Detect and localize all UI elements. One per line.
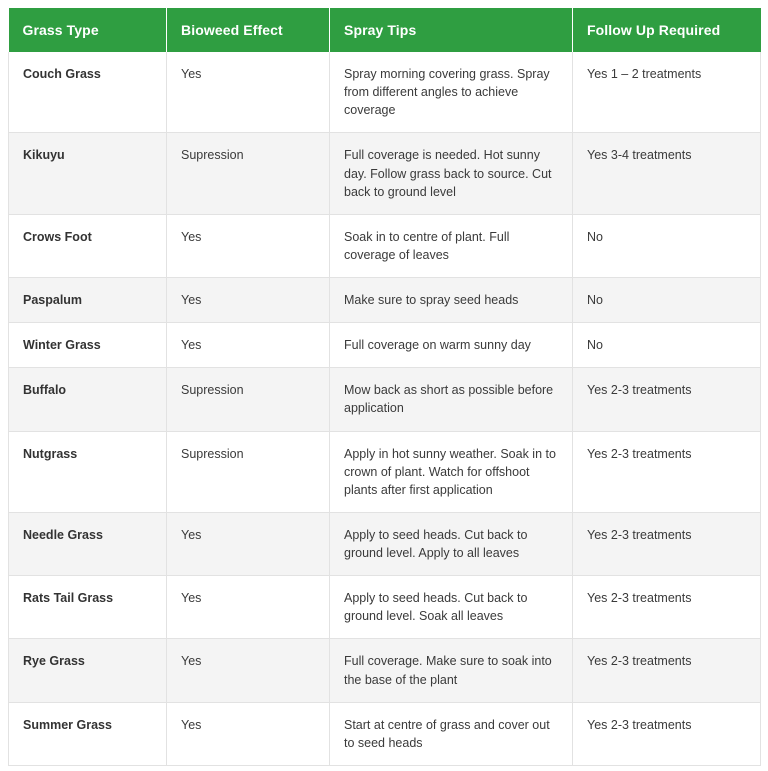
table-row bbox=[9, 431, 761, 512]
cell-follow-up: Yes 2-3 treatments bbox=[573, 368, 761, 431]
cell-grass-type: Buffalo bbox=[9, 368, 167, 431]
cell-bioweed-effect: Yes bbox=[167, 278, 330, 323]
cell-follow-up: Yes 2-3 treatments bbox=[573, 431, 761, 512]
cell-spray-tips: Apply to seed heads. Cut back to ground level. Soak all leaves bbox=[330, 576, 573, 639]
cell-follow-up: Yes 3-4 treatments bbox=[573, 133, 761, 214]
cell-follow-up: Yes 2-3 treatments bbox=[573, 702, 761, 765]
table-row bbox=[9, 368, 761, 431]
cell-spray-tips: Spray morning covering grass. Spray from different angles to achieve coverage bbox=[330, 52, 573, 133]
cell-spray-tips: Soak in to centre of plant. Full coverage of leaves bbox=[330, 214, 573, 277]
cell-bioweed-effect: Yes bbox=[167, 702, 330, 765]
table-row bbox=[9, 133, 761, 214]
cell-grass-type: Kikuyu bbox=[9, 133, 167, 214]
cell-grass-type: Summer Grass bbox=[9, 702, 167, 765]
cell-grass-type: Couch Grass bbox=[9, 52, 167, 133]
cell-bioweed-effect: Yes bbox=[167, 214, 330, 277]
cell-bioweed-effect: Supression bbox=[167, 431, 330, 512]
table-header bbox=[9, 8, 761, 52]
cell-spray-tips: Full coverage is needed. Hot sunny day. Follow grass back to source. Cut back to ground level bbox=[330, 133, 573, 214]
column-header-bioweed-effect: Bioweed Effect bbox=[167, 8, 330, 52]
cell-spray-tips: Make sure to spray seed heads bbox=[330, 278, 573, 323]
cell-follow-up: Yes 1 – 2 treatments bbox=[573, 52, 761, 133]
column-header-spray-tips: Spray Tips bbox=[330, 8, 573, 52]
table-row bbox=[9, 702, 761, 765]
table-row bbox=[9, 512, 761, 575]
cell-spray-tips: Mow back as short as possible before application bbox=[330, 368, 573, 431]
cell-follow-up: No bbox=[573, 323, 761, 368]
cell-bioweed-effect: Yes bbox=[167, 576, 330, 639]
table-header-row bbox=[9, 8, 761, 52]
cell-bioweed-effect: Supression bbox=[167, 368, 330, 431]
column-header-follow-up-required: Follow Up Required bbox=[573, 8, 761, 52]
cell-spray-tips: Full coverage. Make sure to soak into the base of the plant bbox=[330, 639, 573, 702]
cell-grass-type: Crows Foot bbox=[9, 214, 167, 277]
cell-grass-type: Rye Grass bbox=[9, 639, 167, 702]
cell-spray-tips: Apply to seed heads. Cut back to ground level. Apply to all leaves bbox=[330, 512, 573, 575]
table-row bbox=[9, 278, 761, 323]
cell-bioweed-effect: Yes bbox=[167, 323, 330, 368]
cell-spray-tips: Full coverage on warm sunny day bbox=[330, 323, 573, 368]
cell-follow-up: Yes 2-3 treatments bbox=[573, 512, 761, 575]
cell-follow-up: No bbox=[573, 278, 761, 323]
cell-spray-tips: Start at centre of grass and cover out to seed heads bbox=[330, 702, 573, 765]
cell-follow-up: Yes 2-3 treatments bbox=[573, 639, 761, 702]
table-body bbox=[9, 52, 761, 765]
table-row bbox=[9, 52, 761, 133]
cell-bioweed-effect: Yes bbox=[167, 512, 330, 575]
table-row bbox=[9, 576, 761, 639]
cell-bioweed-effect: Supression bbox=[167, 133, 330, 214]
table-row bbox=[9, 639, 761, 702]
cell-follow-up: Yes 2-3 treatments bbox=[573, 576, 761, 639]
cell-follow-up: No bbox=[573, 214, 761, 277]
cell-bioweed-effect: Yes bbox=[167, 639, 330, 702]
column-header-grass-type: Grass Type bbox=[9, 8, 167, 52]
cell-grass-type: Needle Grass bbox=[9, 512, 167, 575]
cell-grass-type: Rats Tail Grass bbox=[9, 576, 167, 639]
table-row bbox=[9, 214, 761, 277]
cell-grass-type: Winter Grass bbox=[9, 323, 167, 368]
cell-bioweed-effect: Yes bbox=[167, 52, 330, 133]
cell-spray-tips: Apply in hot sunny weather. Soak in to crown of plant. Watch for offshoot plants after first application bbox=[330, 431, 573, 512]
table-row bbox=[9, 323, 761, 368]
grass-spray-guide-table bbox=[8, 8, 761, 766]
cell-grass-type: Nutgrass bbox=[9, 431, 167, 512]
cell-grass-type: Paspalum bbox=[9, 278, 167, 323]
